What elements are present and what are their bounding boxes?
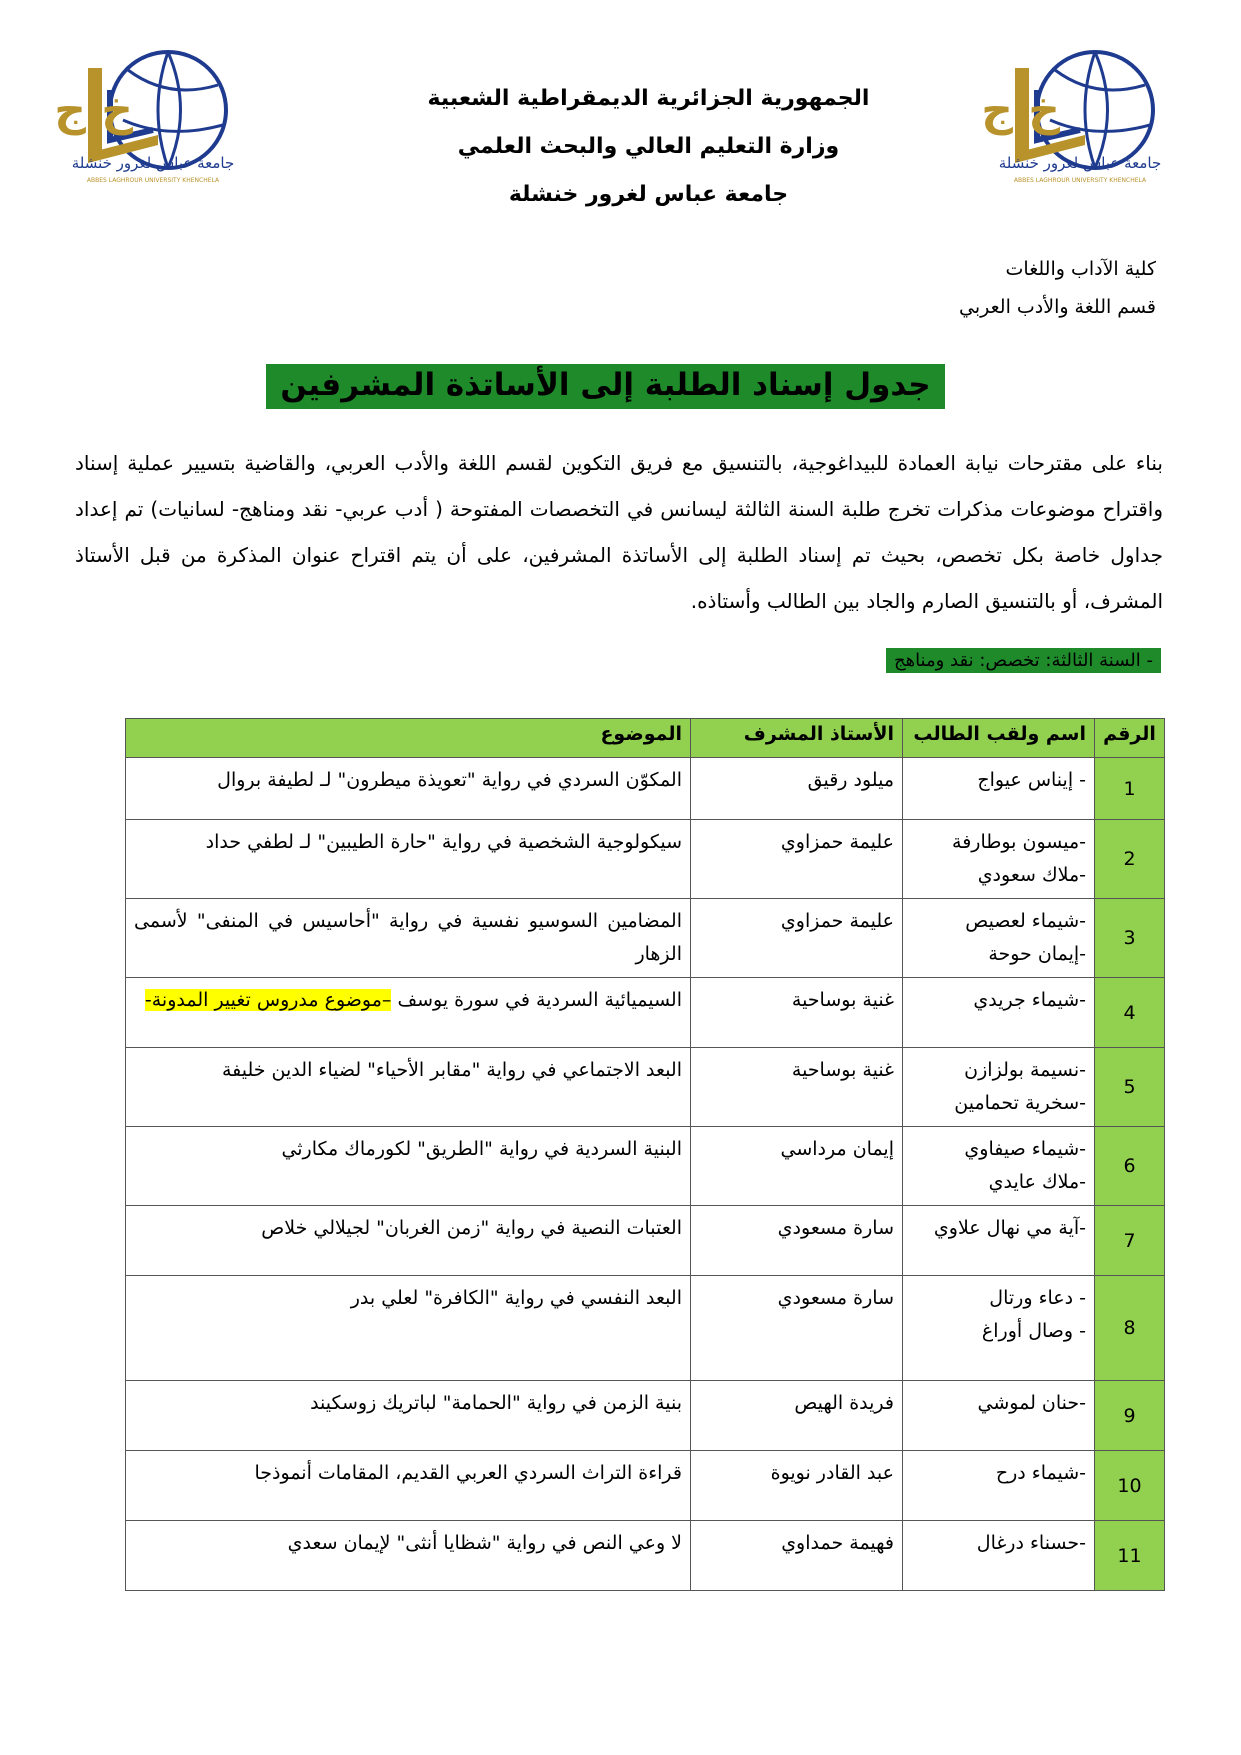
row-number: 3 <box>1095 899 1165 978</box>
row-number: 9 <box>1095 1381 1165 1451</box>
topic <box>126 899 691 978</box>
topic-text: المضامين السوسيو نفسية في رواية "أحاسيس في المنفى" لأسمى الزهار <box>134 910 682 965</box>
faculty-name: كلية الآداب واللغات <box>1005 258 1156 280</box>
row-number: 5 <box>1095 1048 1165 1127</box>
topic <box>126 1206 691 1276</box>
section-label: - السنة الثالثة: تخصص: نقد ومناهج <box>886 648 1161 673</box>
student-names <box>903 758 1095 820</box>
topic-text: بنية الزمن في رواية "الحمامة" لباتريك زوسكيند <box>310 1392 682 1414</box>
header-republic: الجمهورية الجزائرية الديمقراطية الشعبية <box>427 86 870 111</box>
supervisor-name: غنية بوساحية <box>691 1048 903 1127</box>
topic <box>126 1048 691 1127</box>
student-name: -حسناء درغال <box>976 1532 1086 1554</box>
table-row <box>126 1048 1165 1127</box>
supervisor-name: فريدة الهيص <box>691 1381 903 1451</box>
title-container <box>0 364 1241 409</box>
row-number: 7 <box>1095 1206 1165 1276</box>
topic-note: –موضوع مدروس تغيير المدونة- <box>144 989 392 1011</box>
student-names <box>903 1127 1095 1206</box>
row-number: 8 <box>1095 1276 1165 1381</box>
document-title: جدول إسناد الطلبة إلى الأساتذة المشرفين <box>266 364 944 409</box>
supervisor-name: عليمة حمزاوي <box>691 899 903 978</box>
student-names <box>903 1451 1095 1521</box>
header-ministry: وزارة التعليم العالي والبحث العلمي <box>457 134 840 159</box>
section-container <box>886 650 1161 671</box>
table-header-row <box>126 719 1165 758</box>
topic-text: المكوّن السردي في رواية "تعويذة ميطرون" لـ لطيفة بروال <box>217 769 682 791</box>
header-topic: الموضوع <box>126 719 691 758</box>
student-name: -ميسون بوطارفة <box>952 831 1086 853</box>
table-row <box>126 1451 1165 1521</box>
table-row <box>126 758 1165 820</box>
student-name: -شيماء درح <box>995 1462 1086 1484</box>
row-number: 4 <box>1095 978 1165 1048</box>
row-number: 6 <box>1095 1127 1165 1206</box>
header-student: اسم ولقب الطالب <box>903 719 1095 758</box>
svg-text:خ ج: خ ج <box>54 85 133 136</box>
row-number: 1 <box>1095 758 1165 820</box>
topic-text: العتبات النصية في رواية "زمن الغربان" لجيلالي خلاص <box>261 1217 682 1239</box>
student-names <box>903 820 1095 899</box>
topic <box>126 820 691 899</box>
header-num: الرقم <box>1095 719 1165 758</box>
student-name: -سخرية تحمامين <box>954 1092 1086 1114</box>
department-name: قسم اللغة والأدب العربي <box>959 296 1156 318</box>
header-university: جامعة عباس لغرور خنشلة <box>508 182 789 207</box>
student-name: -شيماء لعصيص <box>965 910 1086 932</box>
student-name: - دعاء ورتال <box>989 1287 1086 1309</box>
topic <box>126 1127 691 1206</box>
assignment-table <box>125 718 1165 1591</box>
student-names <box>903 1048 1095 1127</box>
student-name: -آية مي نهال علاوي <box>933 1217 1086 1239</box>
table-row <box>126 1276 1165 1381</box>
supervisor-name: فهيمة حمداوي <box>691 1521 903 1591</box>
topic <box>126 1521 691 1591</box>
student-names <box>903 978 1095 1048</box>
svg-text:جامعة عباس لغرور خنشلة: جامعة عباس لغرور خنشلة <box>998 154 1162 172</box>
student-name: -نسيمة بولزازن <box>964 1059 1086 1081</box>
intro-paragraph: بناء على مقترحات نيابة العمادة للبيداغوجية، بالتنسيق مع فريق التكوين لقسم اللغة والأدب العربي، والقاضية بتسيير عملية إسناد واقتراح موضوعات مذكرات تخرج طلبة السنة الثالثة ليسانس في التخصصات المفتوحة ( أدب عربي- نقد ومناهج- لسانيات) تم إعداد جداول خاصة بكل تخصص، بحيث تم إسناد الطلبة إلى الأساتذة المشرفين، على أن يتم اقتراح عنوان المذكرة من قبل الأستاذ المشرف، أو بالتنسيق الصارم والجاد بين الطالب وأستاذه. <box>75 451 1163 613</box>
table-row <box>126 1381 1165 1451</box>
table-row <box>126 1521 1165 1591</box>
student-names <box>903 899 1095 978</box>
table-row <box>126 820 1165 899</box>
topic <box>126 978 691 1048</box>
table-row <box>126 1206 1165 1276</box>
student-name: -حنان لموشي <box>977 1392 1086 1414</box>
topic-text: قراءة التراث السردي العربي القديم، المقامات أنموذجا <box>254 1462 682 1484</box>
student-name: - إيناس عيواج <box>977 769 1086 791</box>
supervisor-name: إيمان مرداسي <box>691 1127 903 1206</box>
student-name: -شيماء جريدي <box>973 989 1086 1011</box>
student-name: -إيمان حوحة <box>988 943 1086 965</box>
student-name: -ملاك سعودي <box>977 864 1086 886</box>
topic <box>126 758 691 820</box>
supervisor-name: سارة مسعودي <box>691 1276 903 1381</box>
row-number: 10 <box>1095 1451 1165 1521</box>
svg-text:جامعة عباس لغرور خنشلة: جامعة عباس لغرور خنشلة <box>71 154 235 172</box>
student-name: -ملاك عايدي <box>988 1171 1086 1193</box>
supervisor-name: عبد القادر نويوة <box>691 1451 903 1521</box>
topic-text: البعد الاجتماعي في رواية "مقابر الأحياء" لضياء الدين خليفة <box>221 1059 682 1081</box>
student-names <box>903 1381 1095 1451</box>
student-name: -شيماء صيفاوي <box>964 1138 1086 1160</box>
supervisor-name: سارة مسعودي <box>691 1206 903 1276</box>
topic <box>126 1451 691 1521</box>
supervisor-name: ميلود رقيق <box>691 758 903 820</box>
topic-text: لا وعي النص في رواية "شظايا أنثى" لإيمان سعدي <box>287 1532 682 1554</box>
topic-text: البنية السردية في رواية "الطريق" لكورماك مكارثي <box>281 1138 682 1160</box>
student-names <box>903 1521 1095 1591</box>
row-number: 11 <box>1095 1521 1165 1591</box>
table-row <box>126 978 1165 1048</box>
table-row <box>126 1127 1165 1206</box>
student-names <box>903 1206 1095 1276</box>
svg-text:ABBES LAGHROUR UNIVERSITY KHEN: ABBES LAGHROUR UNIVERSITY KHENCHELA <box>86 177 220 184</box>
table-row <box>126 899 1165 978</box>
topic-text: سيكولوجية الشخصية في رواية "حارة الطيبين" لـ لطفي حداد <box>205 831 682 853</box>
student-names <box>903 1276 1095 1381</box>
row-number: 2 <box>1095 820 1165 899</box>
topic <box>126 1276 691 1381</box>
supervisor-name: غنية بوساحية <box>691 978 903 1048</box>
header-supervisor: الأستاذ المشرف <box>691 719 903 758</box>
table-body <box>126 758 1165 1591</box>
topic-text: البعد النفسي في رواية "الكافرة" لعلي بدر <box>350 1287 682 1309</box>
svg-text:خ ج: خ ج <box>981 85 1060 136</box>
topic <box>126 1381 691 1451</box>
supervisor-name: عليمة حمزاوي <box>691 820 903 899</box>
svg-text:ABBES LAGHROUR UNIVERSITY KHEN: ABBES LAGHROUR UNIVERSITY KHENCHELA <box>1013 177 1147 184</box>
student-name: - وصال أوراغ <box>981 1320 1086 1342</box>
topic-text: السيميائية السردية في سورة يوسف <box>397 989 682 1011</box>
